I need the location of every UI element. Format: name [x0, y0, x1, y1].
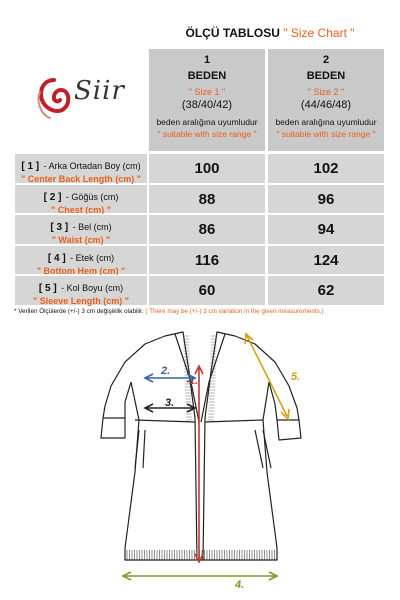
row-value-size-1: 100 — [148, 153, 266, 184]
column-fit-en: " suitable with size range " — [276, 129, 376, 139]
row-value-size-1: 86 — [148, 214, 266, 245]
row-label-tr: - Göğüs (cm) — [65, 191, 119, 202]
note-en: ( There may be (+/-) 3 cm variation in the given measurements.) — [145, 308, 324, 315]
row-value-size-2: 62 — [267, 275, 385, 306]
note-tr: * Verilen Ölçülerde (+/-) 3 cm değişiklik olabilir. — [14, 308, 144, 315]
row-label — [14, 184, 148, 215]
label-length: 1. — [189, 375, 199, 387]
label-hem: 4. — [235, 579, 245, 591]
row-label-tr: - Kol Boyu (cm) — [61, 283, 124, 293]
column-beden: BEDEN — [306, 70, 346, 82]
row-value-size-2: 94 — [267, 214, 385, 245]
title-en: " Size Chart " — [283, 26, 355, 40]
row-value-size-1: 116 — [148, 245, 266, 276]
measure-sleeve — [245, 334, 300, 419]
row-number: [ 3 ] — [50, 222, 69, 233]
column-beden: BEDEN — [187, 70, 227, 82]
row-label-en: " Bottom Hem (cm) " — [36, 265, 126, 276]
row-value-size-1: 88 — [148, 184, 266, 215]
row-number: [ 5 ] — [38, 283, 57, 294]
row-label-tr: - Bel (cm) — [72, 222, 112, 232]
row-label-en: " Waist (cm) " — [51, 235, 111, 245]
measure-chest — [145, 365, 195, 382]
column-fit-tr: beden aralığına uyumludur — [156, 117, 258, 127]
row-label-en: " Sleeve Length (cm) " — [32, 296, 130, 306]
column-fit-en: " suitable with size range " — [157, 129, 257, 139]
column-size-label: " Size 2 " — [307, 87, 345, 97]
row-label — [14, 245, 148, 276]
row-label — [14, 275, 148, 306]
garment-outline — [101, 332, 301, 560]
garment-diagram — [95, 322, 310, 594]
row-number: [ 4 ] — [47, 252, 66, 264]
row-label-tr: - Etek (cm) — [70, 252, 115, 263]
column-header-size-1 — [148, 48, 266, 152]
row-label — [14, 153, 148, 184]
row-number: [ 1 ] — [21, 161, 40, 172]
column-range: (38/40/42) — [181, 99, 233, 111]
title-tr: ÖLÇÜ TABLOSU — [185, 26, 280, 40]
column-header-size-2 — [267, 48, 385, 152]
measurement-note — [14, 308, 394, 315]
label-waist: 3. — [165, 397, 175, 409]
row-label — [14, 214, 148, 245]
row-label-en: " Chest (cm) " — [50, 204, 112, 215]
page-title — [150, 26, 390, 44]
row-value-size-2: 124 — [267, 245, 385, 276]
column-range: (44/46/48) — [300, 99, 352, 111]
measure-waist — [145, 397, 195, 412]
column-number: 2 — [322, 54, 330, 66]
column-fit-tr: beden aralığına uyumludur — [275, 117, 377, 127]
measure-hem — [123, 572, 277, 591]
row-value-size-2: 102 — [267, 153, 385, 184]
row-number: [ 2 ] — [43, 191, 62, 203]
column-number: 1 — [203, 54, 211, 66]
label-chest: 2. — [161, 365, 171, 377]
row-label-tr: - Arka Ortadan Boy (cm) — [43, 161, 141, 171]
row-value-size-1: 60 — [148, 275, 266, 306]
row-label-en: " Center Back Length (cm) " — [20, 174, 142, 184]
brand-logo-text: Siir — [74, 76, 125, 106]
label-sleeve: 5. — [291, 371, 301, 383]
row-value-size-2: 96 — [267, 184, 385, 215]
column-size-label: " Size 1 " — [188, 87, 226, 97]
